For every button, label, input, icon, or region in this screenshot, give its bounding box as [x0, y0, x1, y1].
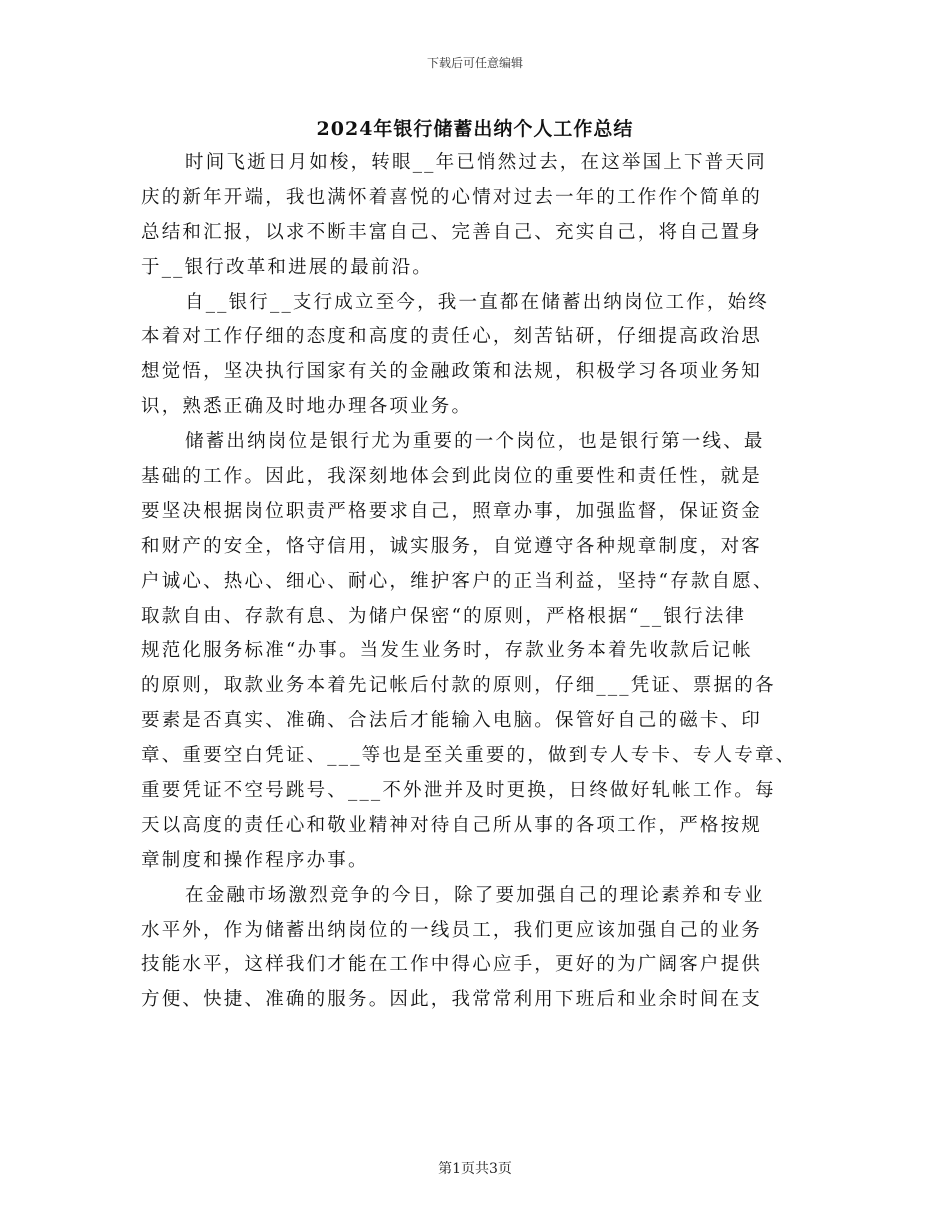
- body-line: 本着对工作仔细的态度和高度的责任心，刻苦钻研，仔细提高政治思: [141, 326, 763, 348]
- body-line: 要素是否真实、准确、合法后才能输入电脑。保管好自己的磁卡、印: [141, 710, 763, 732]
- body-line: 要坚决根据岗位职责严格要求自己，照章办事，加强监督，保证资金: [141, 500, 763, 522]
- download-edit-note: 下载后可任意编辑: [426, 56, 523, 70]
- body-line: 总结和汇报，以求不断丰富自己、完善自己、充实自己，将自己置身: [141, 221, 763, 243]
- body-line: 基础的工作。因此，我深刻地体会到此岗位的重要性和责任性，就是: [141, 466, 763, 488]
- body-line: 章、重要空白凭证、___等也是至关重要的，做到专人专卡、专人专章、: [141, 745, 797, 767]
- page-number: 第1页共3页: [438, 1161, 512, 1177]
- body-line: 于__银行改革和进展的最前沿。: [141, 256, 434, 278]
- body-line: 想觉悟，坚决执行国家有关的金融政策和法规，积极学习各项业务知: [141, 361, 763, 383]
- body-line: 自__银行__支行成立至今，我一直都在储蓄出纳岗位工作，始终: [185, 291, 770, 313]
- body-line: 天以高度的责任心和敬业精神对待自己所从事的各项工作，严格按规: [141, 814, 763, 836]
- body-line: 户诚心、热心、细心、耐心，维护客户的正当利益，坚持“存款自愿、: [141, 570, 774, 592]
- body-line: 储蓄出纳岗位是银行尤为重要的一个岗位，也是银行第一线、最: [185, 431, 765, 453]
- body-line: 规范化服务标准“办事。当发生业务时，存款业务本着先收款后记帐: [141, 640, 753, 662]
- body-line: 重要凭证不空号跳号、___不外泄并及时更换，日终做好轧帐工作。每: [141, 780, 776, 802]
- document-title: 2024年银行储蓄出纳个人工作总结: [316, 118, 634, 140]
- body-line: 识，熟悉正确及时地办理各项业务。: [141, 396, 473, 418]
- body-line: 的原则，取款业务本着先记帐后付款的原则，仔细___凭证、票据的各: [141, 675, 776, 697]
- body-line: 在金融市场激烈竞争的今日，除了要加强自己的理论素养和专业: [185, 884, 765, 906]
- body-line: 技能水平，这样我们才能在工作中得心应手，更好的为广阔客户提供: [141, 954, 763, 976]
- document-body: [141, 146, 831, 1018]
- body-line: 庆的新年开端，我也满怀着喜悦的心情对过去一年的工作作个简单的: [141, 186, 763, 208]
- body-line: 方便、快捷、准确的服务。因此，我常常利用下班后和业余时间在支: [141, 989, 763, 1011]
- body-line: 取款自由、存款有息、为储户保密“的原则，严格根据“__银行法律: [141, 605, 747, 627]
- body-line: 和财产的安全，恪守信用，诚实服务，自觉遵守各种规章制度，对客: [141, 535, 763, 557]
- body-line: 章制度和操作程序办事。: [141, 849, 369, 871]
- body-line: 时间飞逝日月如梭，转眼__年已悄然过去，在这举国上下普天同: [185, 152, 767, 173]
- body-line: 水平外，作为储蓄出纳岗位的一线员工，我们更应该加强自己的业务: [141, 919, 763, 941]
